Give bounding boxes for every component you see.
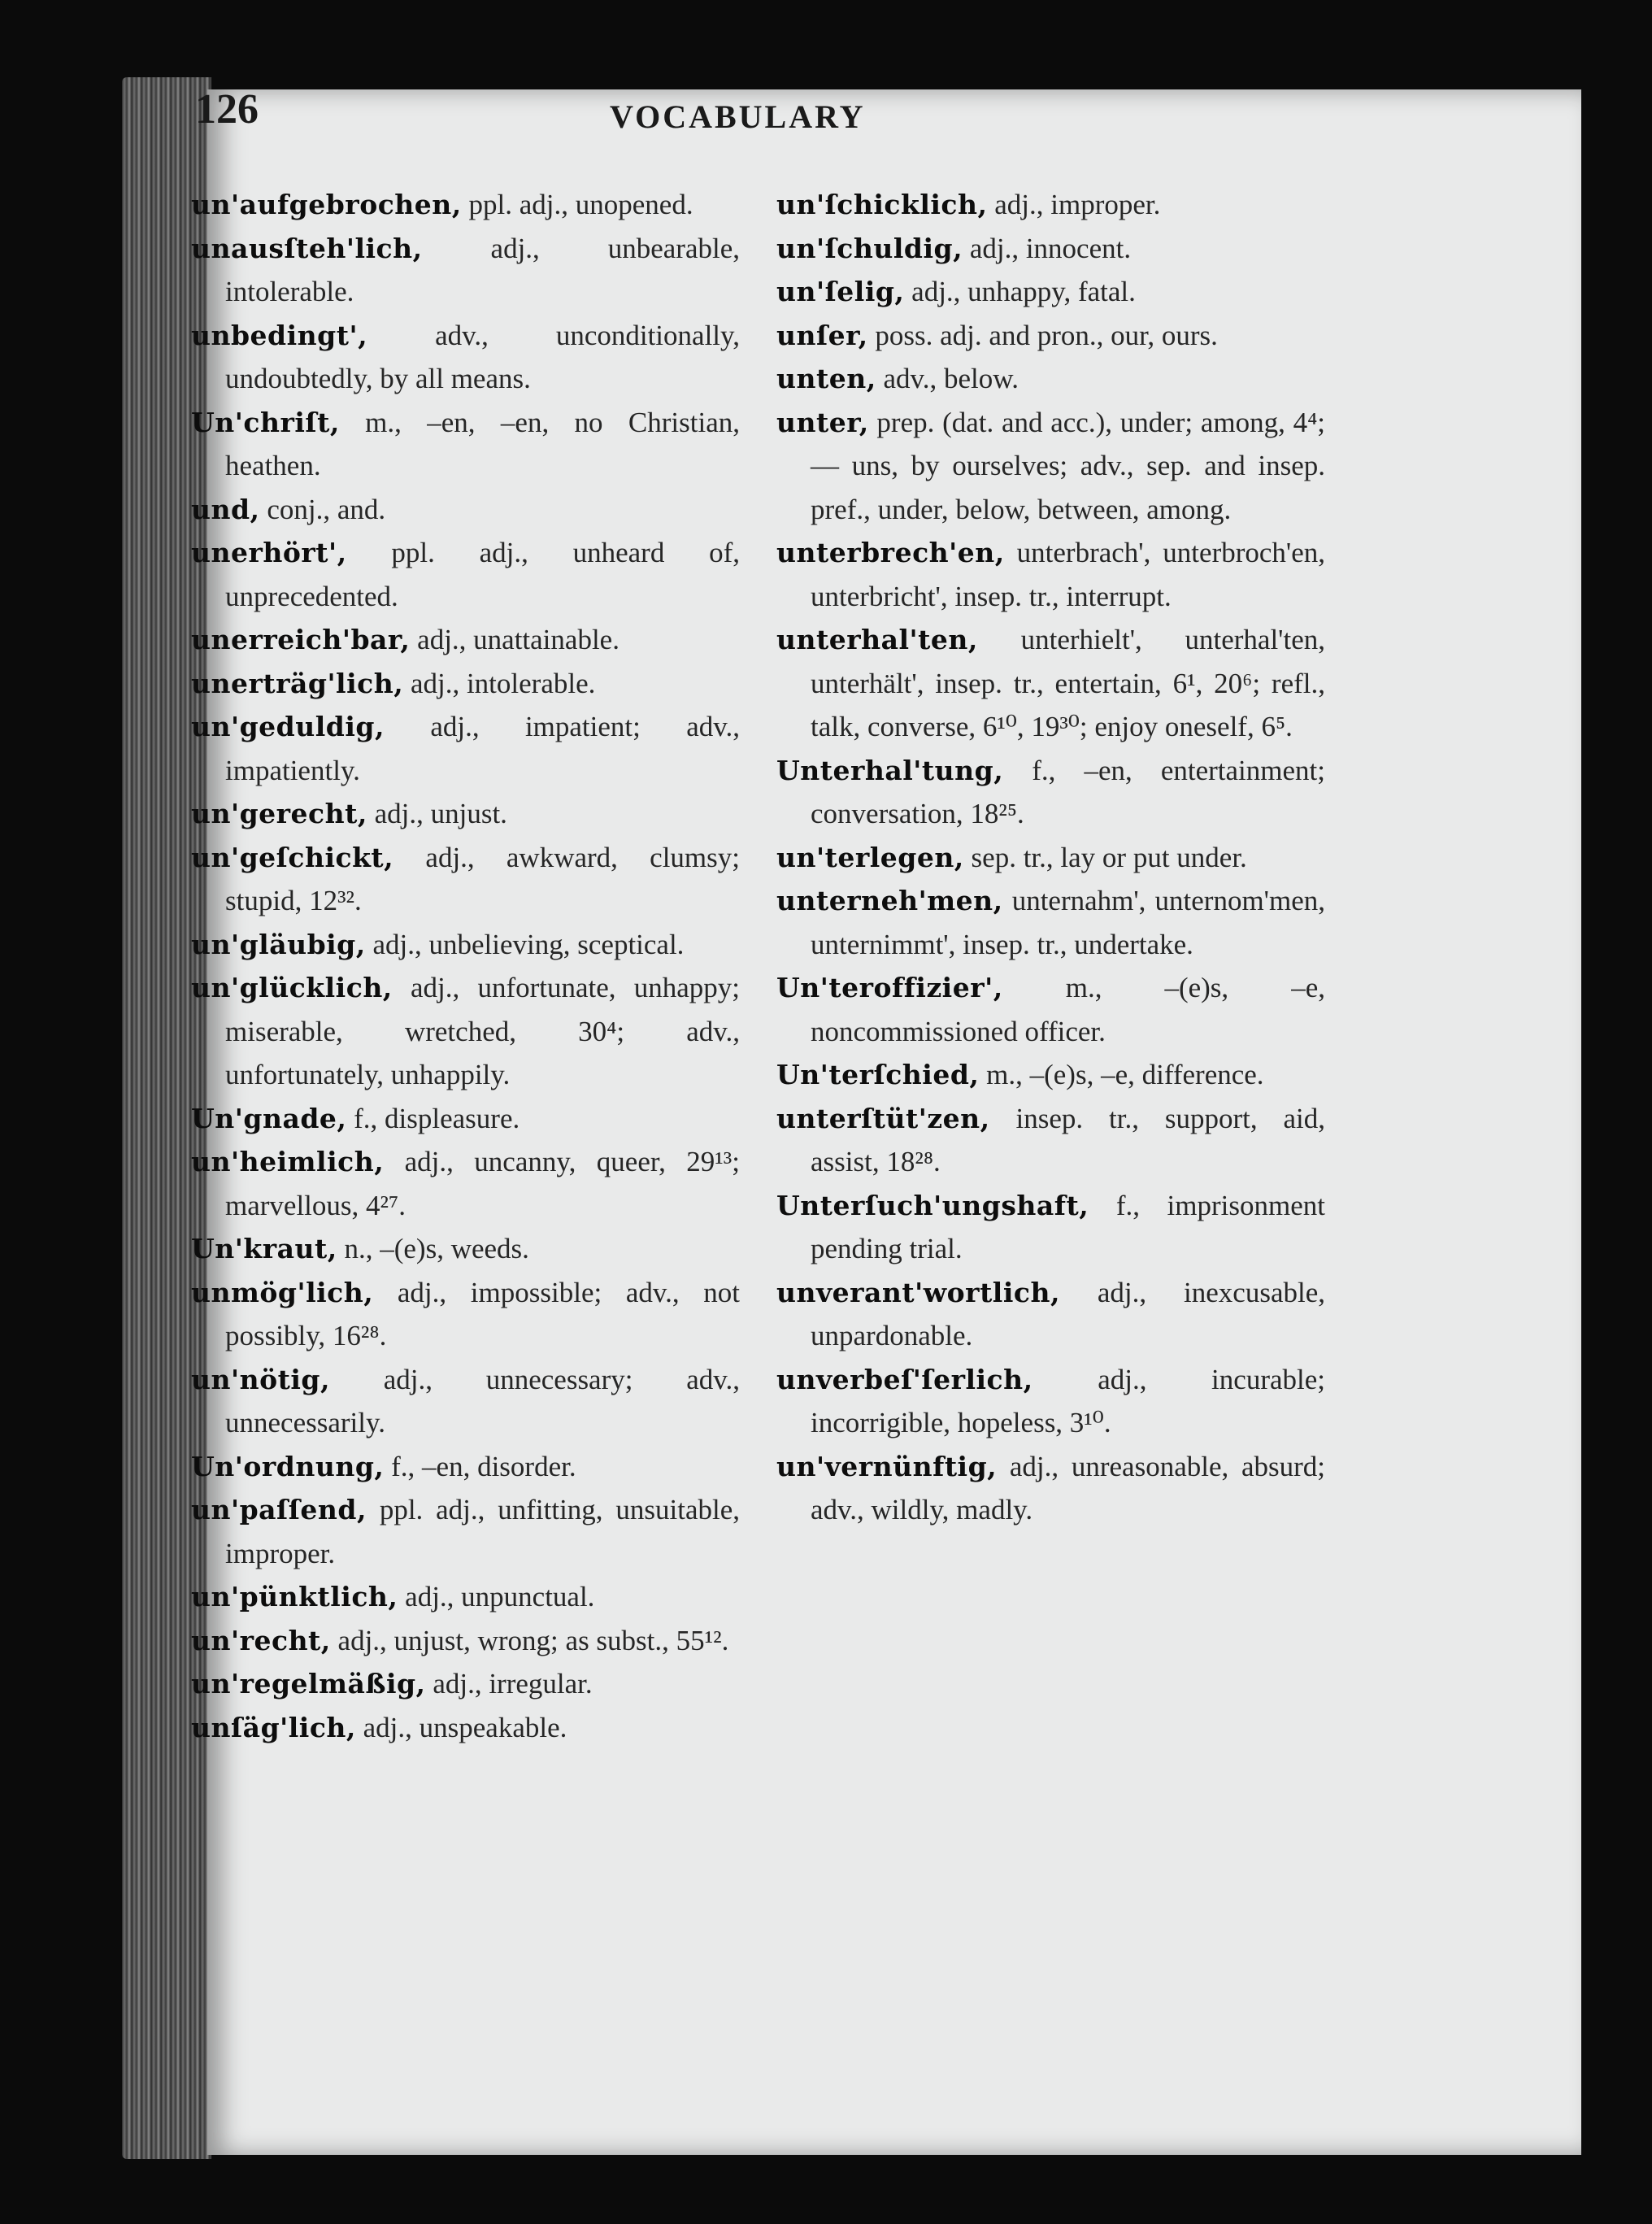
entry-headword: unſäg'lich, bbox=[191, 1711, 356, 1743]
entry-headword: unterſtüt'zen, bbox=[776, 1102, 990, 1134]
entry-definition: conj., and. bbox=[259, 493, 386, 525]
entry-headword: un'recht, bbox=[191, 1624, 331, 1656]
entry-headword: unſer, bbox=[776, 319, 868, 351]
entry-headword: unausſteh'lich, bbox=[191, 232, 423, 264]
vocabulary-entry bbox=[191, 1227, 740, 1271]
entry-headword: un'nötig, bbox=[191, 1363, 330, 1395]
page-number: 126 bbox=[195, 86, 259, 133]
entry-definition: f., displeasure. bbox=[346, 1102, 520, 1134]
entry-definition: insep. tr., support, aid, assist, 18²⁸. bbox=[811, 1102, 1325, 1177]
entry-definition: m., –(e)s, –e, noncommissioned officer. bbox=[811, 972, 1325, 1047]
entry-definition: adv., unconditionally, undoubtedly, by all means. bbox=[225, 319, 740, 394]
vocabulary-entry bbox=[191, 488, 740, 532]
entry-headword: Un'kraut, bbox=[191, 1233, 337, 1264]
entry-definition: adj., unattainable. bbox=[410, 624, 620, 655]
entry-headword: unterhal'ten, bbox=[776, 624, 978, 655]
entry-definition: m., –en, –en, no Christian, heathen. bbox=[225, 406, 740, 481]
vocabulary-entry bbox=[191, 1097, 740, 1141]
entry-definition: adj., unjust. bbox=[367, 798, 507, 829]
vocabulary-entry bbox=[776, 1053, 1325, 1097]
vocabulary-entry bbox=[191, 1619, 740, 1663]
entry-definition: adj., unpunctual. bbox=[398, 1581, 595, 1613]
entry-definition: ppl. adj., unheard of, unprecedented. bbox=[225, 537, 740, 612]
vocabulary-entry bbox=[191, 1140, 740, 1227]
vocabulary-entry bbox=[191, 836, 740, 923]
entry-headword: unten, bbox=[776, 363, 876, 394]
vocabulary-entry bbox=[191, 314, 740, 401]
entry-definition: adj., awkward, clumsy; stupid, 12³². bbox=[225, 841, 740, 916]
entry-definition: adj., unbearable, intolerable. bbox=[225, 232, 740, 307]
vocabulary-entry bbox=[191, 531, 740, 618]
entry-definition: adj., impatient; adv., impatiently. bbox=[225, 711, 740, 786]
vocabulary-entry bbox=[191, 923, 740, 967]
vocabulary-entry bbox=[776, 879, 1325, 966]
vocabulary-entry bbox=[191, 401, 740, 488]
vocabulary-entry bbox=[776, 618, 1325, 749]
entry-headword: un'glücklich, bbox=[191, 972, 393, 1003]
vocabulary-entry bbox=[776, 1184, 1325, 1271]
entry-definition: adj., unjust, wrong; as subst., 55¹². bbox=[330, 1624, 729, 1656]
vocabulary-entry bbox=[776, 1271, 1325, 1358]
entry-headword: unerhört', bbox=[191, 537, 347, 568]
entry-headword: un'gläubig, bbox=[191, 928, 366, 960]
entry-definition: m., –(e)s, –e, difference. bbox=[979, 1059, 1264, 1090]
vocabulary-entry bbox=[191, 1662, 740, 1706]
vocabulary-entry bbox=[776, 270, 1325, 314]
entry-definition: adj., uncanny, queer, 29¹³; marvellous, 4²⁷. bbox=[225, 1146, 740, 1221]
entry-headword: Un'terſchied, bbox=[776, 1059, 980, 1090]
entry-definition: adj., unreasonable, absurd; adv., wildly, madly. bbox=[811, 1450, 1325, 1525]
vocabulary-entry bbox=[191, 227, 740, 314]
entry-definition: adj., unhappy, fatal. bbox=[904, 276, 1136, 307]
entry-headword: unerträg'lich, bbox=[191, 667, 404, 699]
entry-definition: sep. tr., lay or put under. bbox=[963, 841, 1247, 873]
entry-headword: un'paſſend, bbox=[191, 1494, 367, 1525]
entry-headword: un'geduldig, bbox=[191, 711, 385, 742]
vocabulary-entry bbox=[191, 662, 740, 706]
vocabulary-entry bbox=[776, 531, 1325, 618]
entry-headword: unerreich'bar, bbox=[191, 624, 411, 655]
entry-headword: unbedingt', bbox=[191, 319, 368, 351]
entry-definition: n., –(e)s, weeds. bbox=[337, 1233, 529, 1264]
entry-definition: f., imprisonment pending trial. bbox=[811, 1189, 1325, 1264]
entry-headword: Unterhal'tung, bbox=[776, 754, 1004, 786]
entry-headword: un'aufgebrochen, bbox=[191, 189, 462, 220]
running-head: VOCABULARY bbox=[610, 98, 866, 135]
entry-definition: prep. (dat. and acc.), under; among, 4⁴; — uns, by ourselves; adv., sep. and insep. pref., under, below, between, among. bbox=[811, 406, 1325, 525]
vocabulary-entry bbox=[191, 618, 740, 662]
entry-headword: un'ſchuldig, bbox=[776, 232, 963, 264]
entry-definition: unterbrach', unterbroch'en, unterbricht', insep. tr., interrupt. bbox=[811, 537, 1325, 612]
vocabulary-entry bbox=[776, 749, 1325, 836]
entry-headword: un'terlegen, bbox=[776, 841, 964, 873]
entry-definition: adj., intolerable. bbox=[403, 667, 596, 699]
vocabulary-entry bbox=[191, 1706, 740, 1750]
entry-definition: f., –en, entertainment; conversation, 18²⁵. bbox=[811, 754, 1325, 829]
vocabulary-entry bbox=[776, 314, 1325, 358]
vocabulary-entry bbox=[776, 836, 1325, 880]
entry-definition: adj., impossible; adv., not possibly, 16²⁸. bbox=[225, 1276, 740, 1351]
entry-headword: un'geſchickt, bbox=[191, 841, 394, 873]
entry-definition: adj., unspeakable. bbox=[355, 1711, 567, 1743]
entry-headword: un'ſelig, bbox=[776, 276, 905, 307]
entry-headword: Un'gnade, bbox=[191, 1102, 347, 1134]
vocabulary-entry bbox=[776, 183, 1325, 227]
vocabulary-entry bbox=[191, 705, 740, 792]
entry-headword: unverant'wortlich, bbox=[776, 1276, 1060, 1308]
vocabulary-entry bbox=[191, 792, 740, 836]
entry-headword: un'heimlich, bbox=[191, 1146, 385, 1177]
vocabulary-entry bbox=[191, 183, 740, 227]
vocabulary-entry bbox=[776, 357, 1325, 401]
entry-headword: un'pünktlich, bbox=[191, 1581, 398, 1613]
entry-headword: un'ſchicklich, bbox=[776, 189, 988, 220]
vocabulary-entry bbox=[776, 966, 1325, 1053]
vocabulary-entry bbox=[191, 1445, 740, 1489]
entry-definition: adj., irregular. bbox=[425, 1668, 593, 1700]
entry-headword: unterneh'men, bbox=[776, 885, 1003, 916]
entry-headword: unverbeſ'ſerlich, bbox=[776, 1363, 1033, 1395]
entry-headword: un'regelmäßig, bbox=[191, 1668, 426, 1700]
entry-definition: ppl. adj., unfitting, unsuitable, improper. bbox=[225, 1494, 740, 1569]
entry-headword: unterbrech'en, bbox=[776, 537, 1005, 568]
entry-headword: unmög'lich, bbox=[191, 1276, 374, 1308]
entry-headword: un'vernünftig, bbox=[776, 1450, 998, 1482]
entry-definition: ppl. adj., unopened. bbox=[461, 189, 693, 220]
entry-definition: poss. adj. and pron., our, ours. bbox=[867, 319, 1218, 351]
entry-definition: adj., incurable; incorrigible, hopeless, 3¹⁰. bbox=[811, 1363, 1325, 1438]
entry-definition: unterhielt', unterhal'ten, unterhält', insep. tr., entertain, 6¹, 20⁶; refl., talk, converse, 6¹⁰, 19³⁰; enjoy oneself, 6⁵. bbox=[811, 624, 1325, 742]
vocabulary-entry bbox=[776, 401, 1325, 532]
entry-definition: adv., below. bbox=[876, 363, 1019, 394]
entry-headword: un'gerecht, bbox=[191, 798, 367, 829]
entry-definition: adj., unnecessary; adv., unnecessarily. bbox=[225, 1363, 740, 1438]
vocabulary-entry bbox=[191, 1488, 740, 1575]
vocabulary-entry bbox=[776, 1358, 1325, 1445]
right-column bbox=[776, 183, 1325, 1532]
entry-definition: f., –en, disorder. bbox=[384, 1450, 576, 1482]
entry-headword: und, bbox=[191, 493, 260, 525]
entry-definition: adj., inexcusable, unpardonable. bbox=[811, 1276, 1325, 1351]
vocabulary-entry bbox=[776, 227, 1325, 271]
entry-definition: adj., unbelieving, sceptical. bbox=[365, 928, 685, 960]
vocabulary-entry bbox=[191, 966, 740, 1097]
entry-definition: adj., improper. bbox=[987, 189, 1161, 220]
entry-definition: unternahm', unternom'men, unternimmt', insep. tr., undertake. bbox=[811, 885, 1325, 960]
entry-headword: Un'teroffizier', bbox=[776, 972, 1003, 1003]
entry-headword: Unterſuch'ungshaft, bbox=[776, 1189, 1089, 1221]
vocabulary-entry bbox=[776, 1445, 1325, 1532]
vocabulary-entry bbox=[191, 1575, 740, 1619]
entry-definition: adj., unfortunate, unhappy; miserable, wretched, 30⁴; adv., unfortunately, unhappily. bbox=[225, 972, 740, 1090]
entry-headword: unter, bbox=[776, 406, 869, 438]
vocabulary-entry bbox=[191, 1271, 740, 1358]
entry-headword: Un'chriſt, bbox=[191, 406, 340, 438]
entry-headword: Un'ordnung, bbox=[191, 1450, 385, 1482]
vocabulary-entry bbox=[191, 1358, 740, 1445]
vocabulary-entry bbox=[776, 1097, 1325, 1184]
entry-definition: adj., innocent. bbox=[963, 232, 1132, 264]
left-column bbox=[191, 183, 740, 1749]
